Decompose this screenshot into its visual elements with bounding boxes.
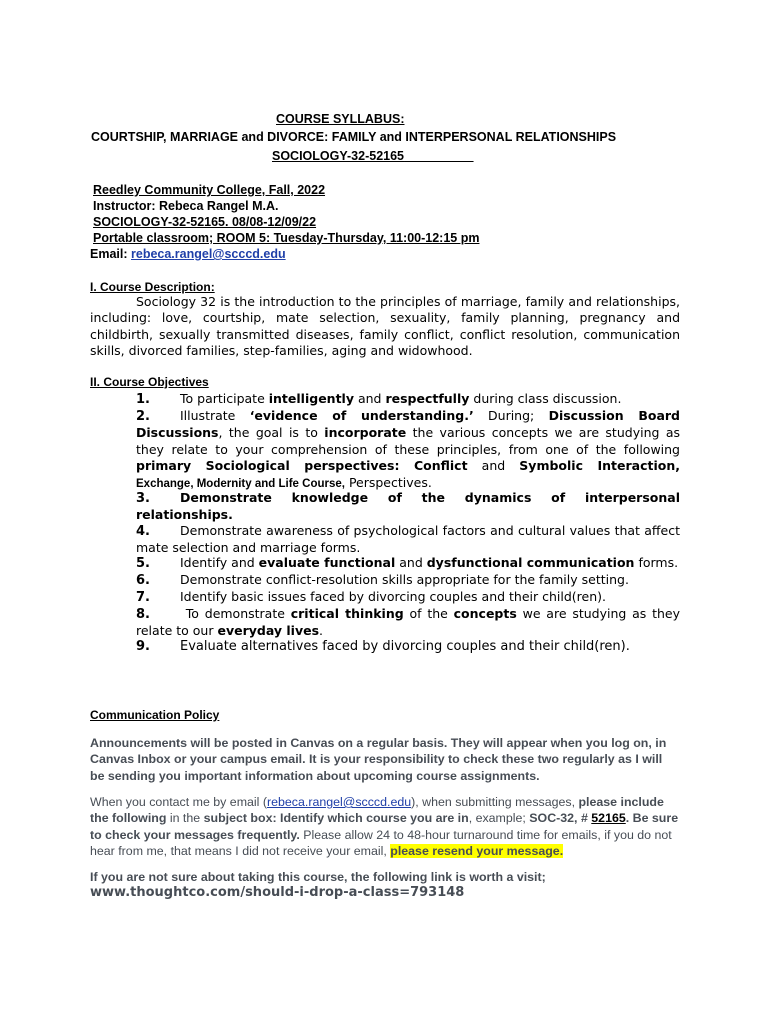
objective-5: 5. Identify and evaluate functional and dysfunctional communication forms. <box>136 555 679 571</box>
description-heading: I. Course Description: <box>90 280 215 294</box>
course-code-title: SOCIOLOGY-32-52165 <box>272 149 405 163</box>
announcements-text: Announcements will be posted in Canvas on a regular basis. They will appear when you log on, in Canvas Inbox or your campus email. It is your responsibility to check these two regularly as I will be sending you important information about upcoming course assignments. <box>90 736 667 783</box>
instructor-email-link[interactable]: rebeca.rangel@scccd.edu <box>131 247 286 261</box>
objective-1: 1. To participate intelligently and respectfully during class discussion. <box>136 391 622 407</box>
communication-heading: Communication Policy <box>90 708 220 722</box>
drop-class-note: If you are not sure about taking this course, the following link is worth a visit; <box>90 870 546 884</box>
resend-highlight: please resend your message. <box>390 844 564 859</box>
drop-class-link[interactable]: www.thoughtco.com/should-i-drop-a-class=793148 <box>90 885 465 900</box>
description-text: Sociology 32 is the introduction to the principles of marriage, family and relationships, including: love, courtship, mate selection, sexuality, family planning, pregnancy and childbirth, sexually transmitted diseases, family conflict, conflict resolution, communication skills, divorced families, step-families, aging and widowhood. <box>90 294 680 359</box>
syllabus-title: COURSE SYLLABUS: <box>276 112 405 126</box>
classroom-line: Portable classroom; ROOM 5: Tuesday-Thursday, 11:00-12:15 pm <box>93 231 480 245</box>
objectives-heading: II. Course Objectives <box>90 375 209 389</box>
email-instructions: When you contact me by email (rebeca.rangel@scccd.edu), when submitting messages, please include the following in the subject box: Identify which course you are in, example; SOC-32, # 52165. Be sure to check your messages frequently. Please allow 24 to 48-hour turnaround time for emails, if you do not hear from me, that means I did not receive your email, please resend your message. <box>90 795 679 859</box>
course-full-title: COURTSHIP, MARRIAGE and DIVORCE: FAMILY and INTERPERSONAL RELATIONSHIPS <box>91 130 617 144</box>
objective-4: 4. Demonstrate awareness of psychological factors and cultural values that affect mate selection and marriage forms. <box>136 523 680 556</box>
objective-7: 7. Identify basic issues faced by divorcing couples and their child(ren). <box>136 589 607 605</box>
objective-9: 9. Evaluate alternatives faced by divorcing couples and their child(ren). <box>136 639 630 654</box>
contact-email-link[interactable]: rebeca.rangel@scccd.edu <box>266 795 412 809</box>
objective-2: 2. Illustrate ‘evidence of understanding.’ During; Discussion Board Discussions, the goal is to incorporate the various concepts we are studying as they relate to your comprehension of these principles, from one of the following primary Sociological perspectives: Conflict and Symbolic Interaction, Exchange, Modernity and Life Course, Perspectives. <box>136 408 681 490</box>
objective-6: 6. Demonstrate conflict-resolution skills appropriate for the family setting. <box>136 572 629 588</box>
email-label: Email: <box>90 247 128 261</box>
objective-8: 8. To demonstrate critical thinking of the concepts we are studying as they relate to our everyday lives. <box>136 606 681 639</box>
email-line <box>90 247 286 261</box>
section-line: SOCIOLOGY-32-52165. 08/08-12/09/22 <box>93 215 317 229</box>
objective-3: 3. Demonstrate knowledge of the dynamics of interpersonal relationships. <box>136 490 680 523</box>
college-line: Reedley Community College, Fall, 2022 <box>93 183 326 197</box>
instructor-line: Instructor: Rebeca Rangel M.A. <box>93 199 279 213</box>
